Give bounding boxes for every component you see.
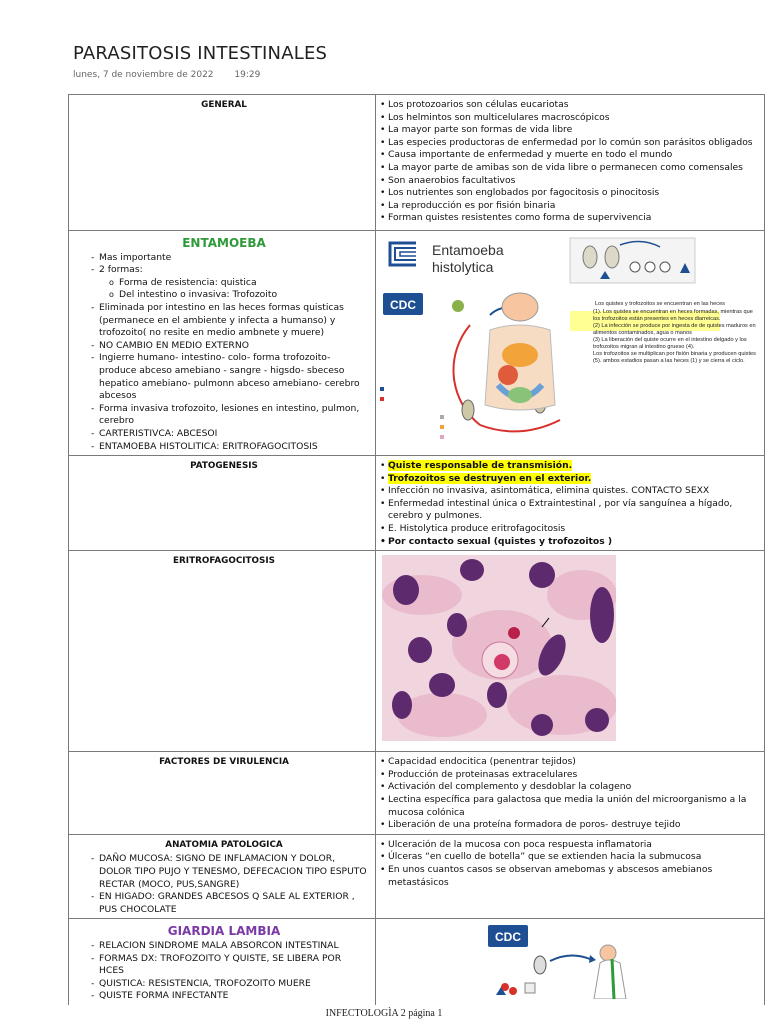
- row-giardia: [69, 919, 765, 1005]
- anatomia-left-cell: [69, 834, 376, 919]
- row-general: [69, 95, 765, 231]
- highlighted-text: Trofozoitos se destruyen en el exterior.: [388, 472, 592, 484]
- list-item: • Producción de proteinasas extracelulares: [380, 769, 760, 782]
- list-item: • Causa importante de enfermedad y muerte en todo el mundo: [380, 149, 760, 162]
- virulencia-list: [380, 756, 760, 832]
- virulencia-left-cell: [69, 752, 376, 835]
- list-item: • Los helmintos son multicelulares macroscópicos: [380, 112, 760, 125]
- eritro-heading: ERITROFAGOCITOSIS: [173, 556, 275, 567]
- list-item: • Lectina específica para galactosa que media la unión del microorganismo a la mucosa colónica: [380, 794, 760, 819]
- list-item: - QUISTE FORMA INFECTANTE: [91, 990, 369, 1003]
- list-item: • Activación del complemento y desdoblar la colageno: [380, 781, 760, 794]
- list-item: - Mas importante: [91, 252, 369, 265]
- virulencia-heading: FACTORES DE VIRULENCIA: [159, 757, 289, 768]
- list-item: • Infección no invasiva, asintomática, elimina quistes. CONTACTO SEXX: [380, 485, 760, 498]
- list-item: • Por contacto sexual (quistes y trofozoitos ): [380, 536, 760, 549]
- patogenesis-heading: PATOGENESIS: [190, 461, 258, 472]
- list-item: [380, 460, 760, 473]
- giardia-lifecycle-diagram: [380, 923, 760, 999]
- list-item: - RELACION SINDROME MALA ABSORCON INTESTINAL: [91, 940, 369, 953]
- list-item: - CARTERISTIVCA: ABCESOI: [91, 428, 369, 441]
- giardia-right-cell: [376, 919, 765, 1005]
- giardia-title: GIARDIA LAMBIA: [167, 924, 281, 939]
- row-anatomia: [69, 834, 765, 919]
- general-list: [380, 99, 760, 225]
- mini-cycle-icon: [570, 238, 695, 283]
- list-item: • La mayor parte son formas de vida libre: [380, 124, 760, 137]
- list-item: • Las especies productoras de enfermedad por lo común son parásitos obligados: [380, 137, 760, 150]
- figure-text-5: Los trofozoitos se multiplican por fisión binaria y producen quistes (5). ambos estadios pasan a las heces (1) y se cierra el ciclo.: [593, 351, 756, 364]
- list-item: - NO CAMBIO EN MEDIO EXTERNO: [91, 340, 369, 353]
- figure-title-line2: histolytica: [432, 259, 494, 275]
- patogenesis-right-cell: [376, 456, 765, 551]
- list-item: • Liberación de una proteína formadora de poros- destruye tejido: [380, 819, 760, 832]
- row-virulencia: [69, 752, 765, 835]
- list-item: • Ulceración de la mucosa con poca respuesta inflamatoria: [380, 839, 760, 852]
- figure-text-block: [595, 301, 725, 307]
- giardia-list: [79, 940, 369, 1003]
- list-item: • Son anaerobios facultativos: [380, 175, 760, 188]
- list-item: - FORMAS DX: TROFOZOITO Y QUISTE, SE LIBERA POR HCES: [91, 953, 369, 978]
- notes-table: [68, 94, 765, 1005]
- list-item: • Forman quistes resistentes como forma de supervivencia: [380, 212, 760, 225]
- eritro-left-cell: [69, 551, 376, 752]
- list-item: - Forma invasiva trofozoito, lesiones en intestino, pulmon, cerebro: [91, 403, 369, 428]
- list-item: • Los nutrientes son englobados por fagocitosis o pinocitosis: [380, 187, 760, 200]
- list-item: • Úlceras “en cuello de botella” que se extienden hacia la submucosa: [380, 851, 760, 864]
- general-right-cell: [376, 95, 765, 231]
- eritro-right-cell: [376, 551, 765, 752]
- page-date: [73, 70, 260, 80]
- giardia-cycle-graphic: [496, 945, 626, 999]
- highlighted-text: Quiste responsable de transmisión.: [388, 460, 573, 472]
- list-item: • Enfermedad intestinal única o Extraintestinal , por vía sanguínea a hígado, cerebro y pulmones.: [380, 498, 760, 523]
- anatomia-list: [79, 853, 369, 916]
- list-item: • La mayor parte de amibas son de vida libre o permanecen como comensales: [380, 162, 760, 175]
- figure-title-line1: Entamoeba: [432, 242, 504, 258]
- entamoeba-list-2: [79, 302, 369, 453]
- entamoeba-title: ENTAMOEBA: [182, 236, 266, 250]
- page-footer: INFECTOLOGÌA 2 página 1: [325, 1008, 443, 1019]
- row-entamoeba: [69, 231, 765, 456]
- list-item: - QUISTICA: RESISTENCIA, TROFOZOITO MUERE: [91, 978, 369, 991]
- figure-text-3: (2) La infección se produce por ingesta de de quistes maduros en alimentos contaminados, agua o manos: [593, 323, 756, 336]
- list-item: o Del intestino o invasiva: Trofozoito: [109, 289, 369, 302]
- entamoeba-right-cell: [376, 231, 765, 456]
- list-item: - ENTAMOEBA HISTOLITICA: ERITROFAGOCITOSIS: [91, 441, 369, 454]
- list-item: • Capacidad endocitica (penentrar tejidos): [380, 756, 760, 769]
- list-item: [380, 473, 760, 486]
- anatomia-heading: ANATOMIA PATOLOGICA: [165, 839, 283, 850]
- list-item: - Eliminada por intestino en las heces formas quisticas (permanece en el ambiente y infecta a humanso) y trofozoito( no resite en medio ambnete y muere): [91, 302, 369, 340]
- list-item: • La reproducción es por fisión binaria: [380, 200, 760, 213]
- row-eritrofagocitosis: [69, 551, 765, 752]
- patogenesis-left-cell: [69, 456, 376, 551]
- row-patogenesis: [69, 456, 765, 551]
- list-item: • Los protozoarios son células eucariotas: [380, 99, 760, 112]
- institution-logo-icon: [390, 243, 416, 265]
- page-title: PARASITOSIS INTESTINALES: [73, 43, 328, 64]
- date-text: lunes, 7 de noviembre de 2022: [73, 70, 214, 80]
- figure-text-1: Los quistes y trofozoitos se encuentran en las heces: [595, 301, 725, 307]
- figure-text-2: (1). Los quistes se encuentran en heces formadas, mientras que los trofozoitos están presentes en heces diarreicas.: [593, 309, 753, 322]
- entamoeba-list: [79, 252, 369, 277]
- list-item: o Forma de resistencia: quistica: [109, 277, 369, 290]
- entamoeba-left-cell: [69, 231, 376, 456]
- giardia-left-cell: [69, 919, 376, 1005]
- list-item: • En unos cuantos casos se observan amebomas y abscesos amebianos metastásicos: [380, 864, 760, 889]
- cdc-logo-text: CDC: [495, 930, 521, 945]
- list-item: - EN HIGADO: GRANDES ABCESOS Q SALE AL EXTERIOR , PUS CHOCOLATE: [91, 891, 369, 916]
- list-item: - DAÑO MUCOSA: SIGNO DE INFLAMACION Y DOLOR, DOLOR TIPO PUJO Y TENESMO, DEFECACION TIPO ESPUTO RECTAR (MOCO, PUS,SANGRE): [91, 853, 369, 891]
- general-heading: GENERAL: [201, 100, 247, 110]
- list-item: - 2 formas:: [91, 264, 369, 277]
- patogenesis-list: [380, 460, 760, 548]
- list-item: • E. Histolytica produce eritrofagocitosis: [380, 523, 760, 536]
- virulencia-right-cell: [376, 752, 765, 835]
- figure-text-4: (3) La liberación del quiste ocurre en el intestino delgado y los trofozoitos migran al intestino grueso (4).: [593, 337, 747, 350]
- list-item: - Ingierre humano- intestino- colo- forma trofozoito- produce abceso amebiano - sangre - higsdo- sbeceso hepatico amebiano- pulmonn abceso amebiano- cerebro abcesos: [91, 352, 369, 402]
- anatomia-right-list: [380, 839, 760, 889]
- histology-micrograph: [382, 555, 616, 741]
- general-left-cell: [69, 95, 376, 231]
- anatomia-right-cell: [376, 834, 765, 919]
- entamoeba-sublist: [79, 277, 369, 302]
- time-text: 19:29: [234, 70, 261, 80]
- entamoeba-lifecycle-diagram: [380, 235, 760, 450]
- cdc-logo-text: CDC: [390, 298, 416, 312]
- figure-text-region: [593, 309, 758, 449]
